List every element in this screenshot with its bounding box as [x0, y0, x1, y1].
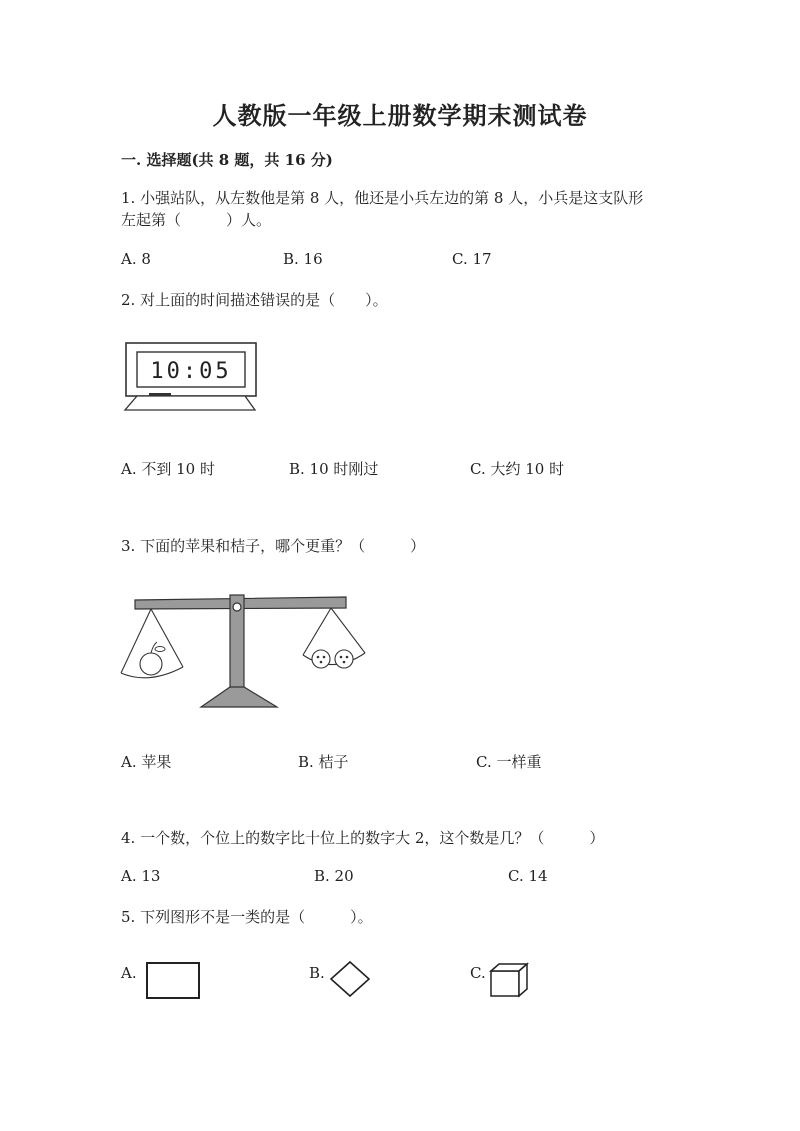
- apple-icon: [140, 653, 162, 675]
- question-5-option-a[interactable]: A.: [121, 964, 137, 982]
- question-1-option-c[interactable]: C. 17: [452, 250, 492, 268]
- question-5-option-b[interactable]: B.: [309, 964, 325, 982]
- question-1-text-cont: 左起第（ ）人。: [121, 211, 272, 229]
- question-4-option-b[interactable]: B. 20: [314, 867, 354, 885]
- question-5-option-c[interactable]: C.: [470, 964, 486, 982]
- clock-display: 10:05: [150, 359, 232, 384]
- question-2-option-a[interactable]: A. 不到 10 时: [121, 460, 215, 478]
- cube-shape-icon: [490, 963, 532, 999]
- question-3-option-a[interactable]: A. 苹果: [121, 753, 172, 771]
- section-heading: 一. 选择题(共 8 题，共 16 分): [121, 151, 333, 169]
- question-2-text: 2. 对上面的时间描述错误的是（ ）。: [121, 291, 388, 309]
- rectangle-shape-icon: [146, 962, 202, 1002]
- question-4-option-c[interactable]: C. 14: [508, 867, 548, 885]
- question-2-option-c[interactable]: C. 大约 10 时: [470, 460, 565, 478]
- orange-icon: [312, 650, 330, 668]
- question-3-option-b[interactable]: B. 桔子: [298, 753, 349, 771]
- question-1-option-b[interactable]: B. 16: [283, 250, 323, 268]
- question-4-text: 4. 一个数，个位上的数字比十位上的数字大 2，这个数是几？（ ）: [121, 829, 605, 847]
- orange-icon: [335, 650, 353, 668]
- question-5-text: 5. 下列图形不是一类的是（ ）。: [121, 908, 373, 926]
- diamond-shape-icon: [330, 961, 372, 999]
- question-3-text: 3. 下面的苹果和桔子，哪个更重？（ ）: [121, 537, 426, 555]
- question-3-option-c[interactable]: C. 一样重: [476, 753, 542, 771]
- question-1-text: 1. 小强站队，从左数他是第 8 人，他还是小兵左边的第 8 人，小兵是这支队形: [121, 189, 644, 207]
- question-2-option-b[interactable]: B. 10 时刚过: [289, 460, 379, 478]
- page-title: 人教版一年级上册数学期末测试卷: [212, 101, 588, 130]
- balance-scale-figure: [115, 585, 355, 715]
- question-1-option-a[interactable]: A. 8: [121, 250, 151, 268]
- digital-clock-figure: [121, 340, 261, 415]
- question-4-option-a[interactable]: A. 13: [121, 867, 161, 885]
